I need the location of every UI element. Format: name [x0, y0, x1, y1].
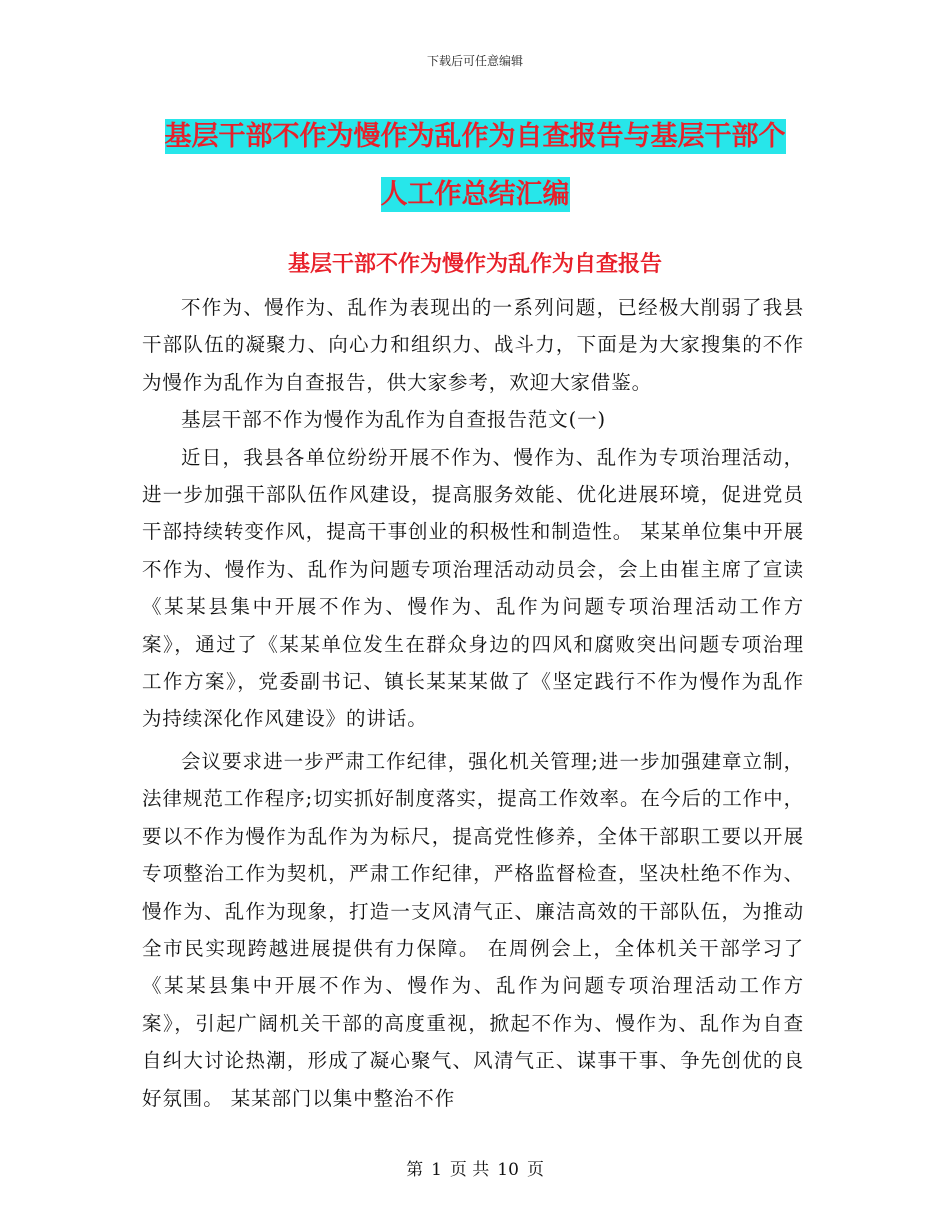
paragraph-body-2: 会议要求进一步严肃工作纪律，强化机关管理;进一步加强建章立制，法律规范工作程序;切实抓好制度落实，提高工作效率。在今后的工作中，要以不作为慢作为乱作为为标尺，提高党性修养，全体干部职工要以开展专项整治工作为契机，严肃工作纪律，严格监督检查，坚决杜绝不作为、慢作为、乱作为现象，打造一支风清气正、廉洁高效的干部队伍，为推动全市民实现跨越进展提供有力保障。 在周例会上，全体机关干部学习了《某某县集中开展不作为、慢作为、乱作为问题专项治理活动工作方案》，引起广阔机关干部的高度重视，掀起不作为、慢作为、乱作为自查自纠大讨论热潮，形成了凝心聚气、风清气正、谋事干事、争先创优的良好氛围。 某某部门以集中整治不作: [142, 749, 804, 1110]
document-title: [140, 108, 810, 224]
paragraph-heading: 基层干部不作为慢作为乱作为自查报告范文(一): [181, 408, 607, 432]
header-note: 下载后可任意编辑: [426, 54, 523, 68]
footer-total-pages: 10: [497, 1160, 519, 1180]
document-body: [142, 289, 804, 1117]
title-line-2: 人工作总结汇编: [380, 179, 570, 210]
paragraph-intro: 不作为、慢作为、乱作为表现出的一系列问题，已经极大削弱了我县干部队伍的凝聚力、向心力和组织力、战斗力，下面是为大家搜集的不作为慢作为乱作为自查报告，供大家参考，欢迎大家借鉴。: [142, 296, 804, 394]
footer-prefix: 第: [406, 1160, 424, 1180]
section-title: 基层干部不作为慢作为乱作为自查报告: [287, 252, 662, 277]
paragraph-body-1: 近日，我县各单位纷纷开展不作为、慢作为、乱作为专项治理活动，进一步加强干部队伍作风建设，提高服务效能、优化进展环境，促进党员干部持续转变作风，提高干事创业的积极性和制造性。 某某单位集中开展不作为、慢作为、乱作为问题专项治理活动动员会，会上由崔主席了宣读《某某县集中开展不作为、慢作为、乱作为问题专项治理活动工作方案》，通过了《某某单位发生在群众身边的四风和腐败突出问题专项治理工作方案》，党委副书记、镇长某某某做了《坚定践行不作为慢作为乱作为持续深化作风建设》的讲话。: [142, 445, 804, 731]
footer-suffix: 页: [526, 1160, 544, 1180]
title-line-1: 基层干部不作为慢作为乱作为自查报告与基层干部个: [164, 121, 786, 152]
footer-middle: 页 共: [449, 1160, 490, 1180]
footer-page-number: 1: [431, 1160, 442, 1180]
page-footer: [0, 1155, 950, 1180]
